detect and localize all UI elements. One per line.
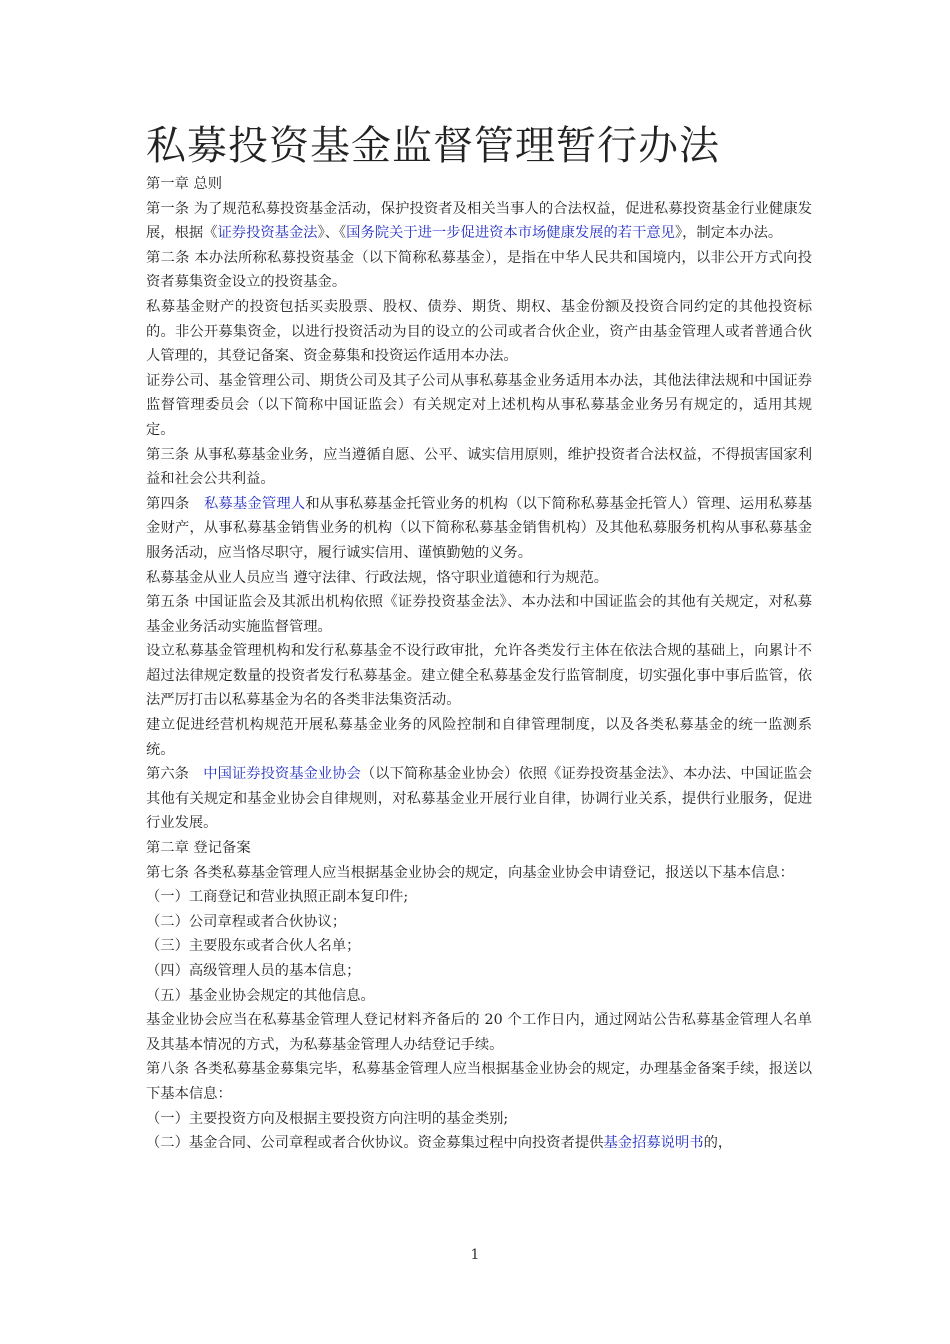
document-title: 私募投资基金监督管理暂行办法 bbox=[146, 123, 720, 169]
paragraph bbox=[146, 861, 812, 886]
paragraph bbox=[146, 1107, 812, 1132]
paragraph bbox=[146, 566, 812, 591]
paragraph-text: （一）工商登记和营业执照正副本复印件; bbox=[146, 889, 409, 906]
paragraph bbox=[146, 1057, 812, 1106]
paragraph bbox=[146, 1131, 812, 1156]
paragraph bbox=[146, 885, 812, 910]
hyperlink[interactable]: 私募基金管理人 bbox=[203, 495, 306, 512]
paragraph-text: 的， bbox=[703, 1135, 733, 1152]
page-number: 1 bbox=[470, 1247, 480, 1263]
paragraph-text: 第一章 总则 bbox=[146, 176, 223, 192]
paragraph-text: 基金业协会应当在私募基金管理人登记材料齐备后的 20 个工作日内，通过网站公告私募基金管理人名单及其基本情况的方式，为私募基金管理人办结登记手续。 bbox=[146, 1012, 812, 1053]
paragraph bbox=[146, 910, 812, 935]
paragraph-text: 第四条 bbox=[146, 495, 204, 512]
hyperlink[interactable]: 基金招募说明书 bbox=[603, 1135, 704, 1152]
paragraph bbox=[146, 295, 812, 369]
paragraph-text: 》、《 bbox=[317, 225, 347, 242]
hyperlink[interactable]: 中国证券投资基金业协会 bbox=[203, 766, 361, 783]
paragraph-text: 和从事私募基金托管业务的机构（以下简称私募基金托管人）管理、运用私募基金财产，从事私募基金销售业务的机构（以下简称私募基金销售机构）及其他私募服务机构从事私募基金服务活动，应当恪尽职守，履行诚实信用、谨慎勤勉的义务。 bbox=[146, 495, 813, 561]
paragraph-text: （以下简称基金业协会）依照《证券投资基金法》、本办法、中国证监会其他有关规定和基金业协会自律规则，对私募基金业开展行业自律，协调行业关系，提供行业服务，促进行业发展。 bbox=[146, 766, 813, 832]
paragraph bbox=[146, 934, 812, 959]
paragraph bbox=[146, 639, 812, 713]
paragraph-text: 第八条 各类私募基金募集完毕，私募基金管理人应当根据基金业协会的规定，办理基金备案手续，报送以下基本信息： bbox=[146, 1061, 812, 1102]
paragraph-text: 私募基金从业人员应当 遵守法律、行政法规，恪守职业道德和行为规范。 bbox=[146, 569, 609, 586]
paragraph-text: 第六条 bbox=[146, 766, 204, 783]
paragraph bbox=[146, 984, 812, 1009]
paragraph-text: 第五条 中国证监会及其派出机构依照《证券投资基金法》、本办法和中国证监会的其他有关规定，对私募基金业务活动实施监督管理。 bbox=[146, 594, 812, 635]
hyperlink[interactable]: 证券投资基金法 bbox=[217, 225, 318, 242]
paragraph-text: 第二章 登记备案 bbox=[146, 840, 251, 857]
paragraph bbox=[146, 590, 812, 639]
paragraph-text: （三）主要股东或者合伙人名单； bbox=[146, 938, 361, 955]
paragraph bbox=[146, 836, 812, 861]
paragraph bbox=[146, 1008, 812, 1057]
paragraph-text: 证券公司、基金管理公司、期货公司及其子公司从事私募基金业务适用本办法，其他法律法规和中国证券监督管理委员会（以下简称中国证监会）有关规定对上述机构从事私募基金业务另有规定的，适用其规定。 bbox=[146, 372, 812, 438]
paragraph-text: （一）主要投资方向及根据主要投资方向注明的基金类别; bbox=[146, 1110, 509, 1127]
paragraph bbox=[146, 197, 812, 246]
paragraph bbox=[146, 369, 812, 443]
paragraph bbox=[146, 246, 812, 295]
paragraph bbox=[146, 492, 812, 566]
paragraph bbox=[146, 713, 812, 762]
paragraph-text: 第一条 为了规范私募投资基金活动，保护投资者及相关当事人的合法权益，促进私募投资基金行业健康发展，根据《 bbox=[146, 200, 812, 242]
document-page bbox=[146, 120, 812, 1156]
paragraph bbox=[146, 959, 812, 984]
paragraph-text: 第三条 从事私募基金业务，应当遵循自愿、公平、诚实信用原则，维护投资者合法权益，不得损害国家利益和社会公共利益。 bbox=[146, 446, 812, 488]
document-body bbox=[146, 172, 812, 1156]
paragraph-text: 》，制定本办法。 bbox=[674, 225, 783, 242]
paragraph-text: 第二条 本办法所称私募投资基金（以下简称私募基金），是指在中华人民共和国境内，以非公开方式向投资者募集资金设立的投资基金。 bbox=[146, 249, 812, 291]
paragraph bbox=[146, 443, 812, 492]
paragraph-text: （二）基金合同、公司章程或者合伙协议。资金募集过程中向投资者提供 bbox=[146, 1135, 604, 1152]
paragraph-text: 建立促进经营机构规范开展私募基金业务的风险控制和自律管理制度，以及各类私募基金的统一监测系统。 bbox=[146, 717, 812, 758]
paragraph bbox=[146, 172, 812, 197]
paragraph-text: （五）基金业协会规定的其他信息。 bbox=[146, 987, 375, 1004]
hyperlink[interactable]: 国务院关于进一步促进资本市场健康发展的若干意见 bbox=[346, 225, 675, 242]
paragraph-text: （二）公司章程或者合伙协议； bbox=[146, 913, 347, 930]
paragraph-text: 第七条 各类私募基金管理人应当根据基金业协会的规定，向基金业协会申请登记，报送以下基本信息： bbox=[146, 864, 794, 881]
paragraph-text: （四）高级管理人员的基本信息； bbox=[146, 963, 361, 979]
paragraph bbox=[146, 762, 812, 836]
paragraph-text: 设立私募基金管理机构和发行私募基金不设行政审批，允许各类发行主体在依法合规的基础上，向累计不超过法律规定数量的投资者发行私募基金。建立健全私募基金发行监管制度，切实强化事中事后监管，依法严厉打击以私募基金为名的各类非法集资活动。 bbox=[146, 643, 812, 709]
paragraph-text: 私募基金财产的投资包括买卖股票、股权、债券、期货、期权、基金份额及投资合同约定的其他投资标的。非公开募集资金，以进行投资活动为目的设立的公司或者合伙企业，资产由基金管理人或者普通合伙人管理的，其登记备案、资金募集和投资运作适用本办法。 bbox=[146, 298, 812, 365]
